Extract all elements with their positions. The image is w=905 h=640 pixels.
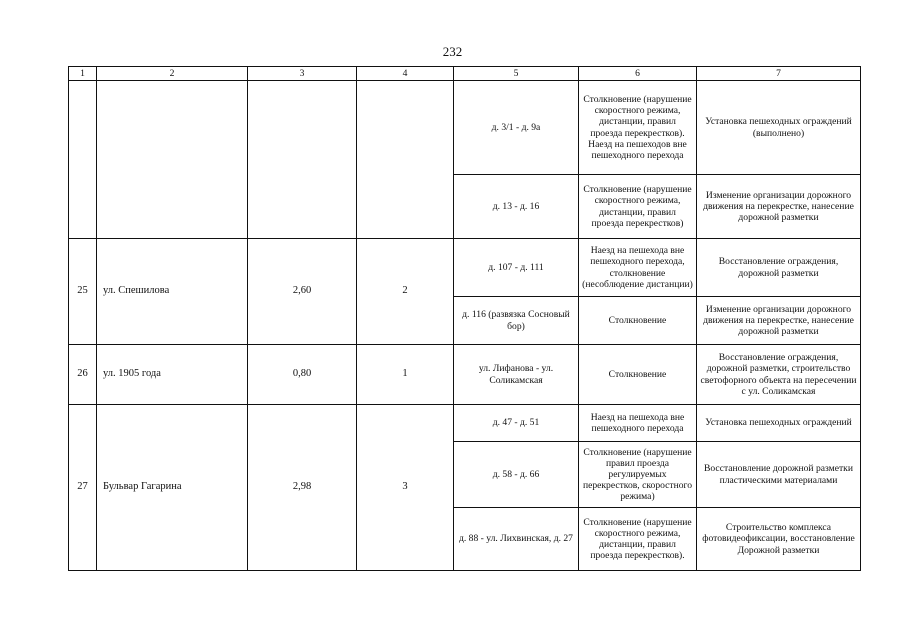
measures-cell: Строительство комплекса фотовидеофиксации, восстановление Дорожной разметки	[697, 508, 861, 571]
site-count: 2	[357, 239, 454, 345]
column-header: 1	[69, 67, 97, 81]
incident-cell: Столкновение (нарушение правил проезда регулируемых перекрестков, скоростного режима)	[579, 442, 697, 508]
road-length: 2,60	[248, 239, 357, 345]
table-row	[69, 81, 861, 175]
incident-cell: Столкновение	[579, 345, 697, 405]
measures-cell: Восстановление ограждения, дорожной разметки, строительство светофорного объекта на пересечении с ул. Соликамская	[697, 345, 861, 405]
column-header: 3	[248, 67, 357, 81]
measures-cell: Установка пешеходных ограждений	[697, 405, 861, 442]
empty-cell	[97, 81, 248, 239]
road-name: ул. 1905 года	[97, 345, 248, 405]
column-number-row	[69, 67, 861, 81]
empty-cell	[69, 81, 97, 239]
empty-cell	[357, 81, 454, 239]
row-number: 25	[69, 239, 97, 345]
section-cell: ул. Лифанова - ул. Соликамская	[454, 345, 579, 405]
site-count: 1	[357, 345, 454, 405]
row-number: 27	[69, 405, 97, 571]
page-number: 232	[442, 44, 463, 59]
column-header: 4	[357, 67, 454, 81]
accident-sites-table	[68, 66, 861, 571]
column-header: 2	[97, 67, 248, 81]
incident-cell: Столкновение	[579, 297, 697, 345]
incident-cell: Наезд на пешехода вне пешеходного перехода	[579, 405, 697, 442]
measures-cell: Изменение организации дорожного движения на перекрестке, нанесение дорожной разметки	[697, 297, 861, 345]
section-cell: д. 58 - д. 66	[454, 442, 579, 508]
column-header: 7	[697, 67, 861, 81]
row-number: 26	[69, 345, 97, 405]
site-count: 3	[357, 405, 454, 571]
road-length: 0,80	[248, 345, 357, 405]
section-cell: д. 107 - д. 111	[454, 239, 579, 297]
column-header: 5	[454, 67, 579, 81]
incident-cell: Столкновение (нарушение скоростного режима, дистанции, правил проезда перекрестков). Наезд на пешеходов вне пешеходного перехода	[579, 81, 697, 175]
table-row	[69, 405, 861, 442]
empty-cell	[248, 81, 357, 239]
incident-cell: Столкновение (нарушение скоростного режима, дистанции, правил проезда перекрестков)	[579, 175, 697, 239]
section-cell: д. 13 - д. 16	[454, 175, 579, 239]
incident-cell: Наезд на пешехода вне пешеходного перехода, столкновение (несоблюдение дистанции)	[579, 239, 697, 297]
section-cell: д. 116 (развязка Сосновый бор)	[454, 297, 579, 345]
measures-cell: Восстановление дорожной разметки пластическими материалами	[697, 442, 861, 508]
measures-cell: Восстановление ограждения, дорожной разметки	[697, 239, 861, 297]
section-cell: д. 47 - д. 51	[454, 405, 579, 442]
measures-cell: Изменение организации дорожного движения на перекрестке, нанесение дорожной разметки	[697, 175, 861, 239]
section-cell: д. 3/1 - д. 9а	[454, 81, 579, 175]
road-length: 2,98	[248, 405, 357, 571]
measures-cell: Установка пешеходных ограждений (выполнено)	[697, 81, 861, 175]
table-row	[69, 239, 861, 297]
road-name: ул. Спешилова	[97, 239, 248, 345]
column-header: 6	[579, 67, 697, 81]
table-row	[69, 345, 861, 405]
section-cell: д. 88 - ул. Лихвинская, д. 27	[454, 508, 579, 571]
road-name: Бульвар Гагарина	[97, 405, 248, 571]
incident-cell: Столкновение (нарушение скоростного режима, дистанции, правил проезда перекрестков).	[579, 508, 697, 571]
